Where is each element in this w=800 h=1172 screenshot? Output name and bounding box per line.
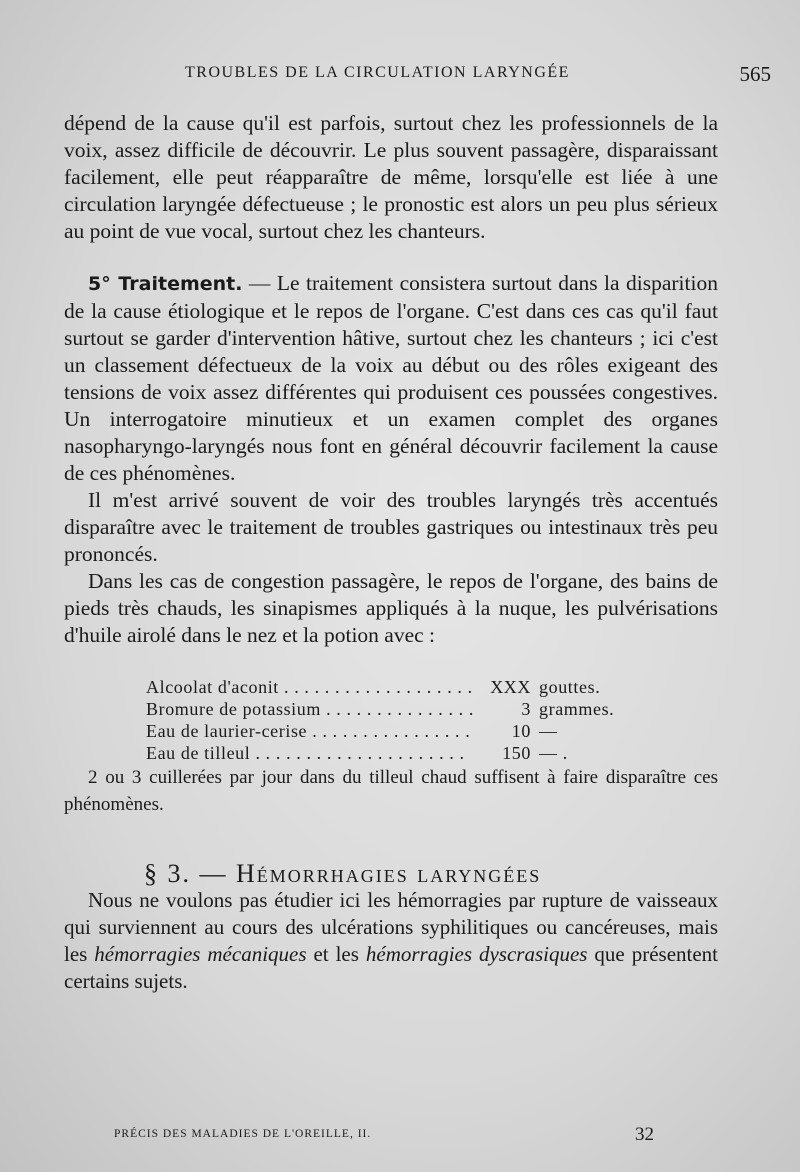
emphasis-dyscrasic: hémorragies dyscrasiques [365, 942, 588, 966]
page-number: 565 [739, 62, 771, 86]
unit: gouttes. [539, 677, 601, 697]
ingredient: Eau de tilleul . . . [146, 742, 476, 764]
quantity: 3 [521, 699, 531, 719]
treatment-heading: 5° Traitement. [88, 273, 243, 295]
prescription-row [146, 698, 706, 720]
quantity: XXX [490, 677, 531, 697]
paragraph-hemorrhages [64, 887, 718, 995]
ingredient: Bromure de potassium . . . [146, 698, 476, 720]
intro-text: et les [306, 942, 366, 966]
ingredient: Alcoolat d'aconit . . . [146, 676, 476, 698]
quantity: 150 [502, 743, 531, 763]
paragraph-congestion: Dans les cas de congestion passagère, le repos de l'organe, des bains de pieds très chauds, les sinapismes appliqués à la nuque, les pulvérisations d'huile airolé dans le nez et la potion avec : [64, 569, 718, 647]
prescription-row [146, 720, 706, 742]
unit: — [539, 721, 558, 741]
ingredient: Eau de laurier-cerise . . . [146, 720, 476, 742]
paragraph-gastric: Il m'est arrivé souvent de voir des troubles laryngés très accentués disparaître avec le traitement de troubles gastriques ou intestinaux très peu prononcés. [64, 488, 718, 566]
intro-text: que présentent certains sujets. [64, 942, 719, 993]
quantity: 10 [511, 721, 531, 741]
treatment-text: — Le traitement consistera surtout dans la disparition de la cause étiologique et le repos de l'organe. C'est dans ces cas qu'il faut surtout se garder d'intervention hâtive, surtout chez les chanteurs ; ici c'est un classement défectueux de la voix au début ou des rôles exigeant des tensions de voix assez différentes qui produisent ces poussées congestives. Un interrogatoire minutieux et un examen complet des organes nasopharyngo-laryngés nous font en général découvrir facilement la cause de ces phénomènes. [64, 271, 718, 485]
page-footer [114, 1124, 654, 1148]
unit: — . [539, 743, 568, 763]
prescription-row [146, 742, 706, 764]
section-title: § 3. — Hémorrhagies laryngées [144, 859, 542, 888]
intro-text: Nous ne voulons pas étudier ici les hémorragies par rupture de vaisseaux qui surviennent au cours des ulcérations syphilitiques ou cancéreuses, mais les [64, 888, 718, 966]
paragraph-treatment [64, 270, 718, 487]
emphasis-mechanical: hémorragies mécaniques [94, 942, 307, 966]
prescription-table [146, 676, 706, 764]
running-title: TROUBLES DE LA CIRCULATION LARYNGÉE [185, 64, 570, 81]
page-header [185, 64, 785, 94]
footer-title: PRÉCIS DES MALADIES DE L'OREILLE, II. [114, 1128, 372, 1140]
paragraph-prognosis: dépend de la cause qu'il est parfois, surtout chez les professionnels de la voix, assez difficile de découvrir. Le plus souvent passagère, disparaissant facilement, elle peut réapparaître de même, lorsqu'elle est liée à une circulation laryngée défectueuse ; le pronostic est alors un peu plus sérieux au point de vue vocal, surtout chez les chanteurs. [64, 111, 718, 243]
signature-mark: 32 [635, 1124, 654, 1145]
prescription-row [146, 676, 706, 698]
unit: grammes. [539, 699, 615, 719]
dosage-text: 2 ou 3 cuillerées par jour dans du tilleul chaud suffisent à faire disparaître ces phénomènes. [64, 767, 718, 815]
body-text [64, 110, 718, 995]
